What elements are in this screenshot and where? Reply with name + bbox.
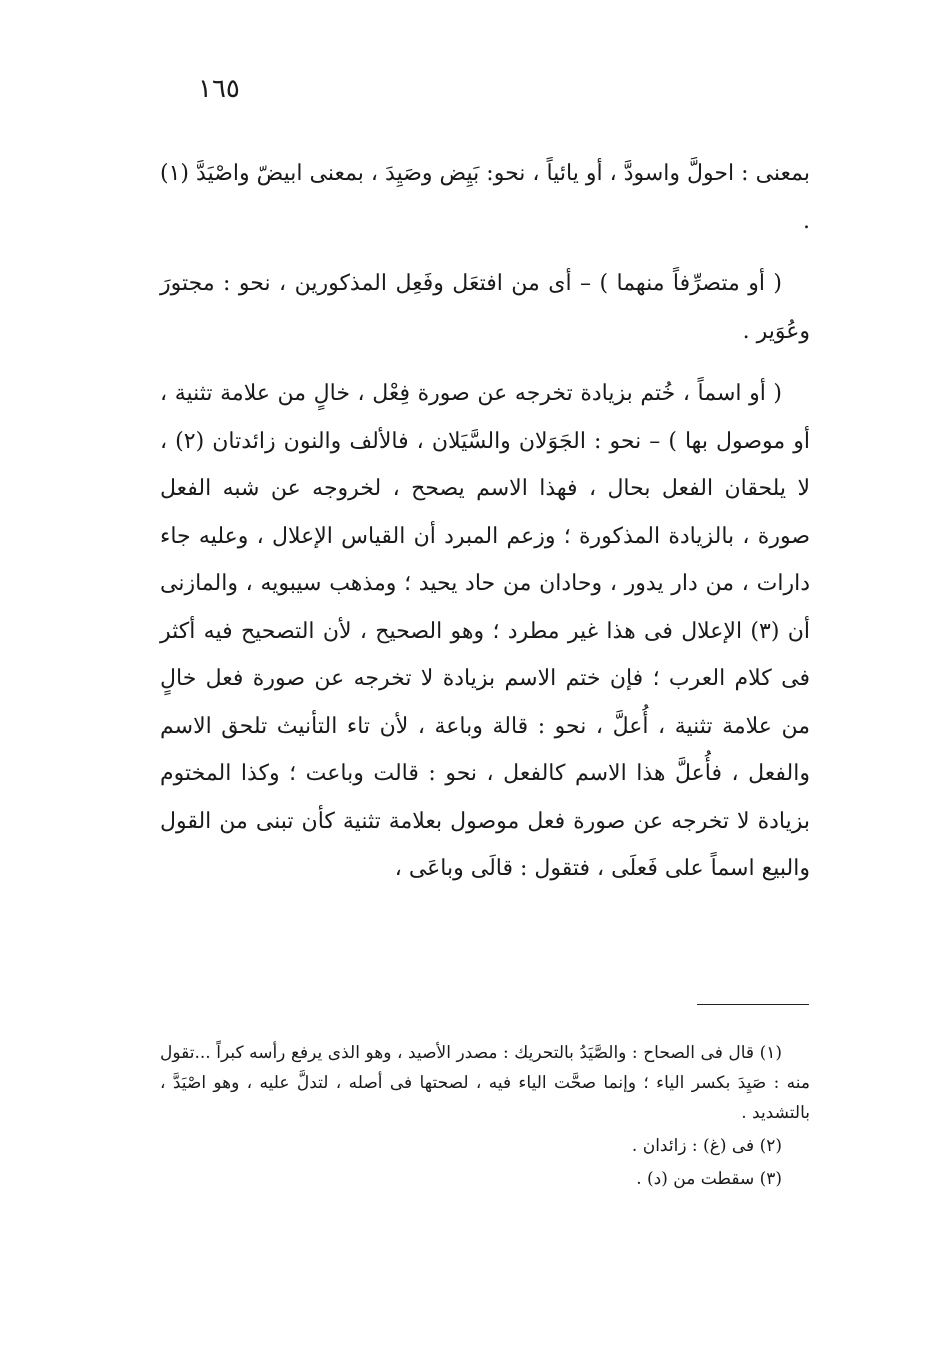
- paragraph-3: ( أو اسماً ، خُتم بزيادة تخرجه عن صورة فِعْل ، خالٍ من علامة تثنية ، أو موصول بها ) – نحو : الجَوَلان والسَّيَلان ، فالألف والنون زائدتان (٢) ، لا يلحقان الفعل بحال ، فهذا الاسم يصحح ، لخروجه عن شبه الفعل صورة ، بالزيادة المذكورة ؛ وزعم المبرد أن القياس الإعلال ، وعليه جاء دارات ، من دار يدور ، وحادان من حاد يحيد ؛ ومذهب سيبويه ، والمازنى أن (٣) الإعلال فى هذا غير مطرد ؛ وهو الصحيح ، لأن التصحيح فيه أكثر فى كلام العرب ؛ فإن ختم الاسم بزيادة لا تخرجه عن صورة فعل خالٍ من علامة تثنية ، أُعلَّ ، نحو : قالة وباعة ، لأن تاء التأنيث تلحق الاسم والفعل ، فأُعلَّ هذا الاسم كالفعل ، نحو : قالت وباعت ؛ وكذا المختوم بزيادة لا تخرجه عن صورة فعل موصول بعلامة تثنية كأن تبنى من القول والبيع اسماً على فَعلَى ، فتقول : قالَى وباعَى ،: [160, 381, 810, 881]
- page-number: ١٦٥: [198, 74, 240, 104]
- paragraph-1: بمعنى : احولَّ واسودَّ ، أو يائياً ، نحو: بَيِض وصَيِدَ ، بمعنى ابيضّ واصْيَدَّ (١) .: [160, 161, 810, 234]
- footnote-3: (٣) سقطت من (د) .: [636, 1169, 782, 1189]
- footnotes: [160, 1038, 810, 1194]
- main-text: [160, 150, 810, 908]
- footnote-2: (٢) فى (غ) : زائدان .: [631, 1136, 782, 1156]
- paragraph-2: ( أو متصرِّفاً منهما ) – أى من افتعَل وفَعِل المذكورين ، نحو : مجتورَ وعُوَير .: [160, 271, 810, 344]
- footnote-1: (١) قال فى الصحاح : والصَّيَدُ بالتحريك : مصدر الأصيد ، وهو الذى يرفع رأسه كبراً ...تقول منه : صَيِدَ بكسر الياء ؛ وإنما صحَّت الياء فيه ، لصحتها فى أصله ، لتدلَّ عليه ، وهو اصْيَدَّ ، بالتشديد .: [160, 1043, 810, 1123]
- footnote-separator: [697, 1004, 809, 1005]
